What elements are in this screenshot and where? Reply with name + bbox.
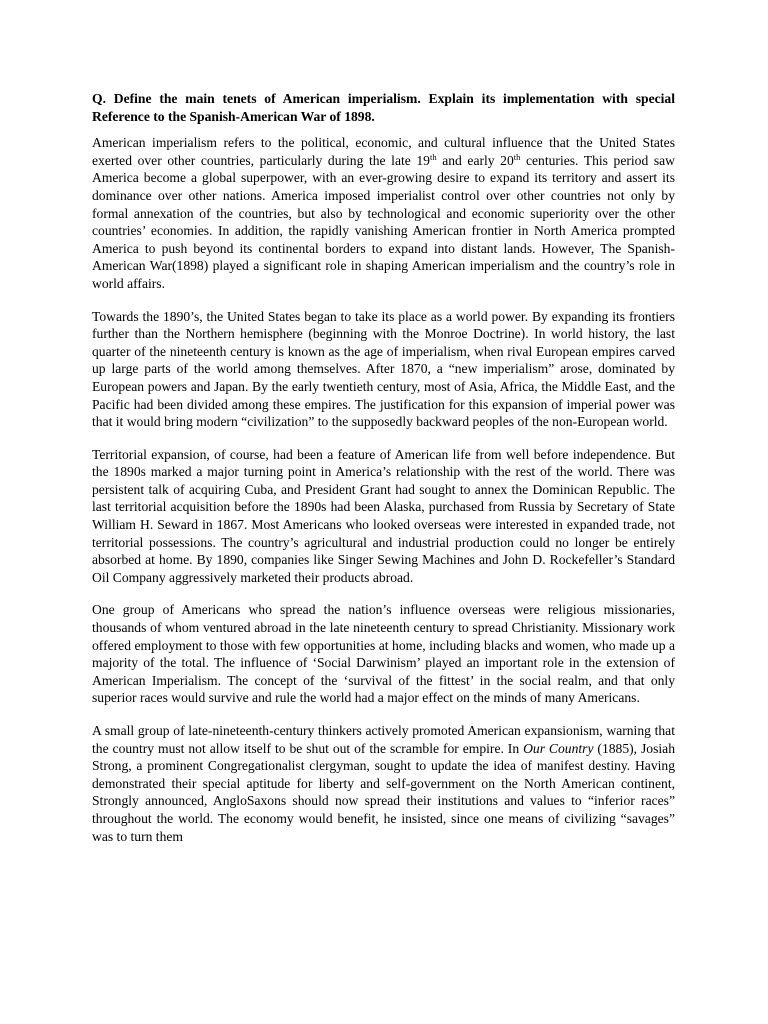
paragraph-1-text-a: American imperialism refers to the political, economic, and cultural influence that the United States exerted over other countries, particularly during the late 19 (92, 135, 675, 168)
paragraph-1-text-c: centuries. This period saw America become a global superpower, with an ever-growing desire to expand its territory and assert its dominance over other nations. America imposed imperialist control over other countries not only by formal annexation of the countries, but also by technological and economic superiority over the other countries’ economies. In addition, the rapidly vanishing American frontier in North America prompted America to push beyond its continental borders to expand into distant lands. However, The Spanish-American War(1898) played a significant role in shaping American imperialism and the country’s role in world affairs. (92, 152, 675, 291)
paragraph-5-text-b: (1885), Josiah Strong, a prominent Congregationalist clergyman, sought to update the idea of manifest destiny. Having demonstrated their special aptitude for liberty and self-government on the North American continent, Strongly announced, AngloSaxons should now spread their institutions and values to “inferior races” throughout the world. The economy would benefit, he insisted, since one means of civilizing “savages” was to turn them (92, 740, 675, 844)
paragraph-2: Towards the 1890’s, the United States began to take its place as a world power. By expanding its frontiers further than the Northern hemisphere (beginning with the Monroe Doctrine). In world history, the last quarter of the nineteenth century is known as the age of imperialism, when rival European empires carved up large parts of the world among themselves. After 1870, a “new imperialism” arose, dominated by European powers and Japan. By the early twentieth century, most of Asia, Africa, the Middle East, and the Pacific had been divided among these empires. The justification for this expansion of imperial power was that it would bring modern “civilization” to the supposedly backward peoples of the non-European world. (92, 308, 675, 430)
superscript-th-2: th (513, 151, 521, 162)
book-title-our-country: Our Country (523, 740, 594, 756)
paragraph-1 (92, 134, 675, 292)
paragraph-4: One group of Americans who spread the nation’s influence overseas were religious missionaries, thousands of whom ventured abroad in the late nineteenth century to spread Christianity. Missionary work offered employment to those with few opportunities at home, including blacks and women, who made up a majority of the total. The influence of ‘Social Darwinism’ played an important role in the extension of American Imperialism. The concept of the ‘survival of the fittest’ in the social realm, and that only superior races would survive and rule the world had a major effect on the minds of many Americans. (92, 602, 675, 706)
document-page (92, 90, 675, 860)
question-heading: Q. Define the main tenets of American imperialism. Explain its implementation with special Reference to the Spanish-American War of 1898. (92, 91, 675, 124)
superscript-th-1: th (429, 151, 437, 162)
paragraph-3: Territorial expansion, of course, had been a feature of American life from well before independence. But the 1890s marked a major turning point in America’s relationship with the rest of the world. There was persistent talk of acquiring Cuba, and President Grant had sought to annex the Dominican Republic. The last territorial acquisition before the 1890s had been Alaska, purchased from Russia by Secretary of State William H. Seward in 1867. Most Americans who looked overseas were interested in expanded trade, not territorial possessions. The country’s agricultural and industrial production could no longer be entirely absorbed at home. By 1890, companies like Singer Sewing Machines and John D. Rockefeller’s Standard Oil Company aggressively marketed their products abroad. (92, 446, 675, 585)
paragraph-1-text-b: and early 20 (436, 152, 514, 168)
paragraph-5 (92, 722, 675, 845)
paragraph-5-text-a: A small group of late-nineteenth-century thinkers actively promoted American expansionism, warning that the country must not allow itself to be shut out of the scramble for empire. In (92, 723, 675, 756)
